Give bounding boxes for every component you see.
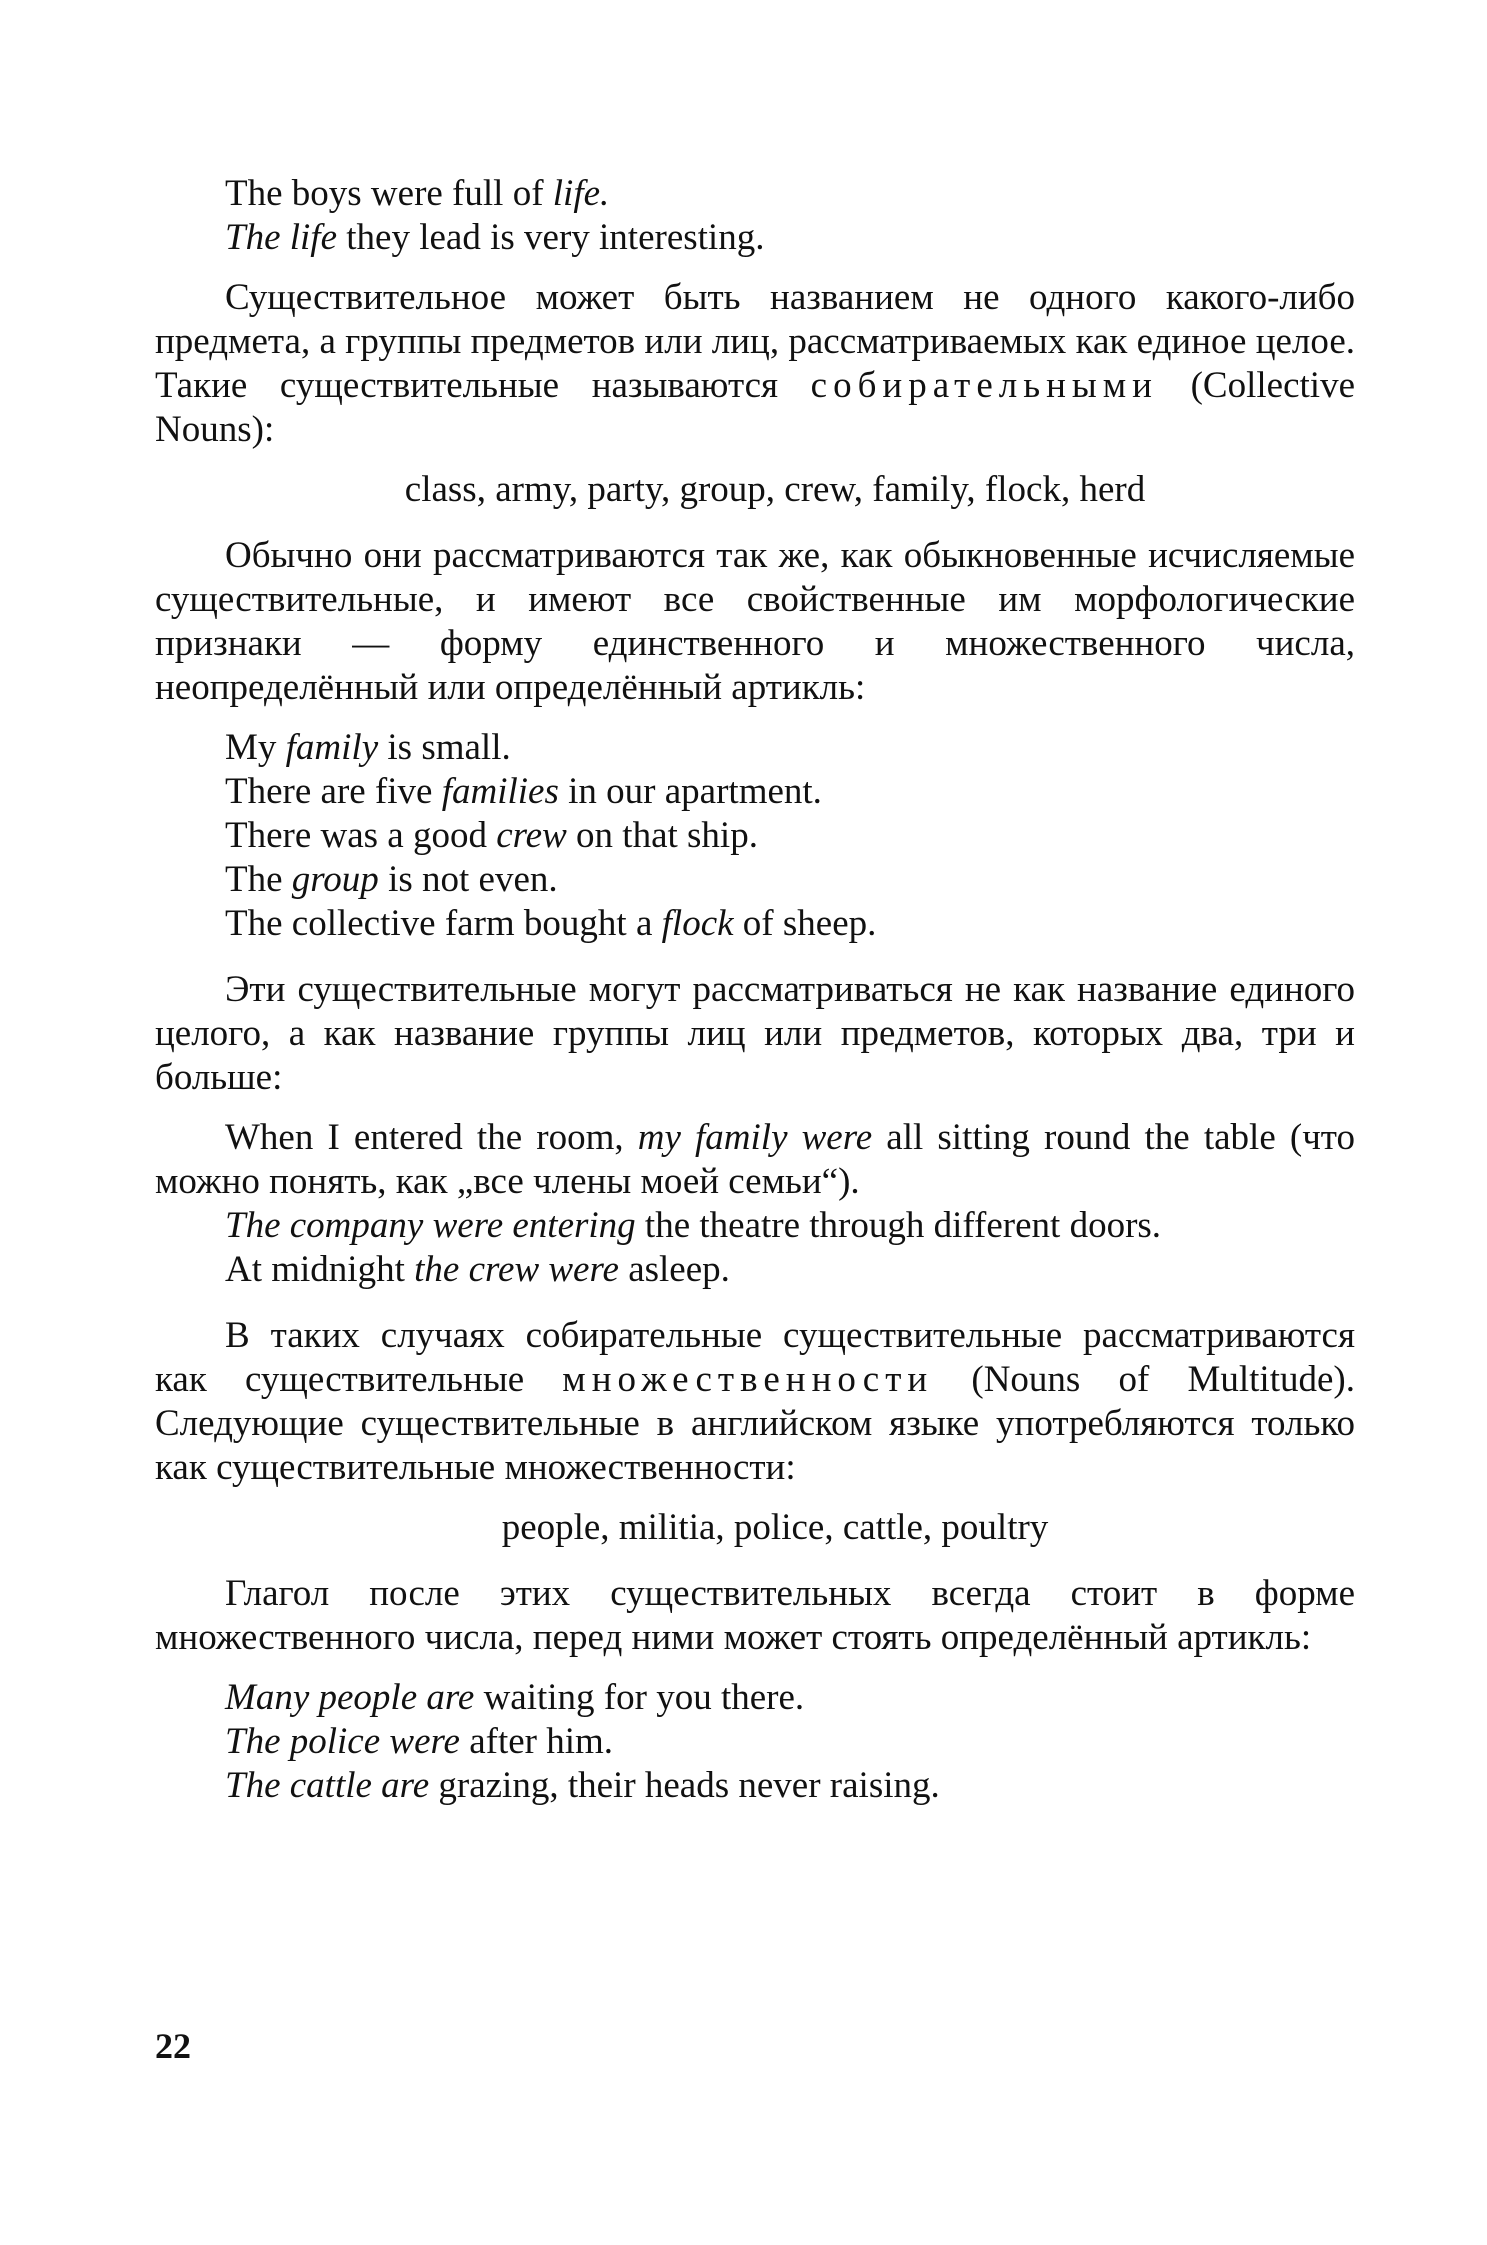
example-line: The boys were full of life. [225,173,610,214]
example-line: Many people are waiting for you there. [225,1677,805,1718]
example-line: The cattle are grazing, their heads never raising. [225,1765,940,1806]
page-content [155,172,1355,1808]
word-list-collective: class, army, party, group, crew, family, flock, herd [404,469,1146,510]
paragraph-plural-verb: Глагол после этих существительных всегда стоит в форме множественного числа, перед ними может стоять определённый артикль: [155,1573,1355,1658]
example-line: There are five families in our apartment. [225,771,822,812]
example-paragraph: At midnight the crew were asleep. [225,1249,730,1290]
paragraph-collective-nouns: Существительное может быть названием не одного какого-либо предмета, а группы предметов или лиц, рассматриваемых как единое целое. Такие существительные называются собирательными (Collective Nouns): [155,277,1355,450]
paragraph-nouns-of-multitude: В таких случаях собирательные существительные рассматриваются как существительные множественности (Nouns of Multitude). Следующие существительные в английском языке употребляются только как существительные множественности: [155,1315,1355,1488]
example-line: The police were after him. [225,1721,614,1762]
example-line: The life they lead is very interesting. [225,217,765,258]
example-line: There was a good crew on that ship. [225,815,758,856]
paragraph-countable: Обычно они рассматриваются так же, как обыкновенные исчисляемые существительные, и имеют все свойственные им морфологические признаки — форму единственного и множественного числа, неопределённый или определённый артикль: [155,535,1355,708]
example-line: The collective farm bought a flock of sheep. [225,903,877,944]
example-paragraph: The company were entering the theatre through different doors. [225,1205,1162,1246]
example-paragraph: When I entered the room, my family were all sitting round the table (что можно понять, как „все члены моей семьи“). [155,1117,1355,1202]
example-line: The group is not even. [225,859,558,900]
example-line: My family is small. [225,727,511,768]
paragraph-group-meaning: Эти существительные могут рассматриваться не как название единого целого, а как название группы лиц или предметов, которых два, три и больше: [155,969,1355,1098]
page-number: 22 [155,2026,191,2066]
word-list-multitude: people, militia, police, cattle, poultry [501,1507,1049,1548]
